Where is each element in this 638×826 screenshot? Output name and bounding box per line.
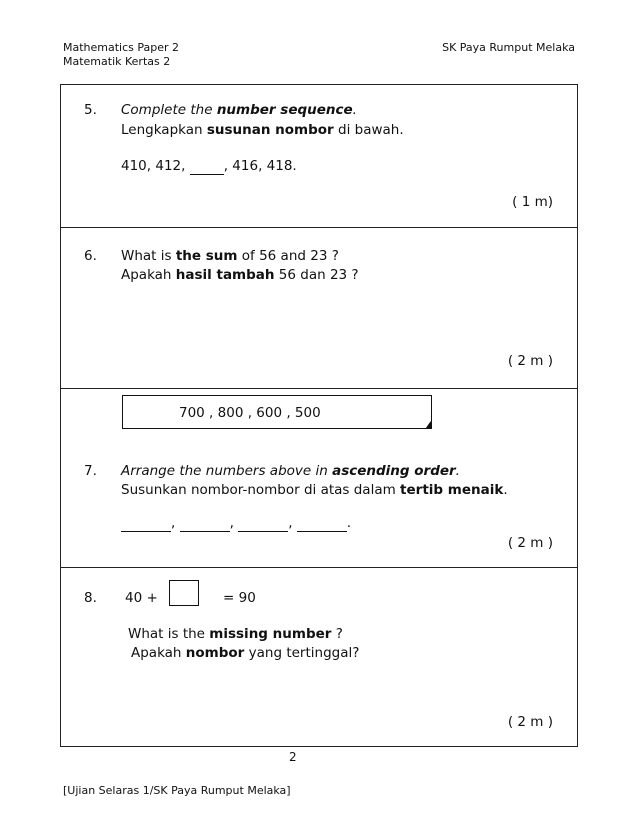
- missing-number-box[interactable]: [169, 580, 199, 606]
- number-list: 700 , 800 , 600 , 500: [179, 405, 321, 421]
- answer-blanks: , , , .: [121, 515, 351, 532]
- marks-label: ( 1 m): [512, 194, 553, 210]
- question-6-box: [60, 227, 578, 389]
- question-5-box: [60, 84, 578, 228]
- question-text-en: What is the missing number ?: [128, 626, 343, 642]
- equation-right: = 90: [223, 590, 256, 606]
- answer-blank[interactable]: [238, 515, 288, 532]
- question-number: 7.: [84, 463, 97, 479]
- number-sequence: 410, 412, , 416, 418.: [121, 158, 297, 174]
- question-7-box: [60, 388, 578, 568]
- marks-label: ( 2 m ): [507, 353, 553, 369]
- paper-title-en: Mathematics Paper 2: [63, 41, 180, 54]
- question-text-ms: Apakah nombor yang tertinggal?: [131, 645, 360, 661]
- answer-blank[interactable]: [297, 515, 347, 532]
- question-number: 6.: [84, 248, 97, 264]
- question-text-en: Arrange the numbers above in ascending order.: [121, 463, 460, 479]
- equation-left: 40 +: [125, 590, 158, 606]
- question-number: 8.: [84, 590, 97, 606]
- question-text-en: What is the sum of 56 and 23 ?: [121, 248, 339, 264]
- answer-blank[interactable]: [190, 158, 224, 175]
- question-text-en: Complete the number sequence.: [121, 102, 357, 118]
- marks-label: ( 2 m ): [507, 714, 553, 730]
- question-text-ms: Apakah hasil tambah 56 dan 23 ?: [121, 267, 359, 283]
- marks-label: ( 2 m ): [507, 535, 553, 551]
- question-text-ms: Lengkapkan susunan nombor di bawah.: [121, 122, 404, 138]
- answer-blank[interactable]: [121, 515, 171, 532]
- footer-text: [Ujian Selaras 1/SK Paya Rumput Melaka]: [63, 784, 291, 797]
- question-text-ms: Susunkan nombor-nombor di atas dalam tertib menaik.: [121, 482, 508, 498]
- header-left: [63, 41, 179, 69]
- page-number: 2: [289, 750, 297, 764]
- answer-blank[interactable]: [180, 515, 230, 532]
- paper-title-ms: Matematik Kertas 2: [63, 55, 171, 68]
- number-list-box: [122, 395, 432, 429]
- page-curl-icon: [396, 419, 432, 429]
- question-8-box: [60, 567, 578, 747]
- school-name: SK Paya Rumput Melaka: [442, 41, 575, 54]
- question-number: 5.: [84, 102, 97, 118]
